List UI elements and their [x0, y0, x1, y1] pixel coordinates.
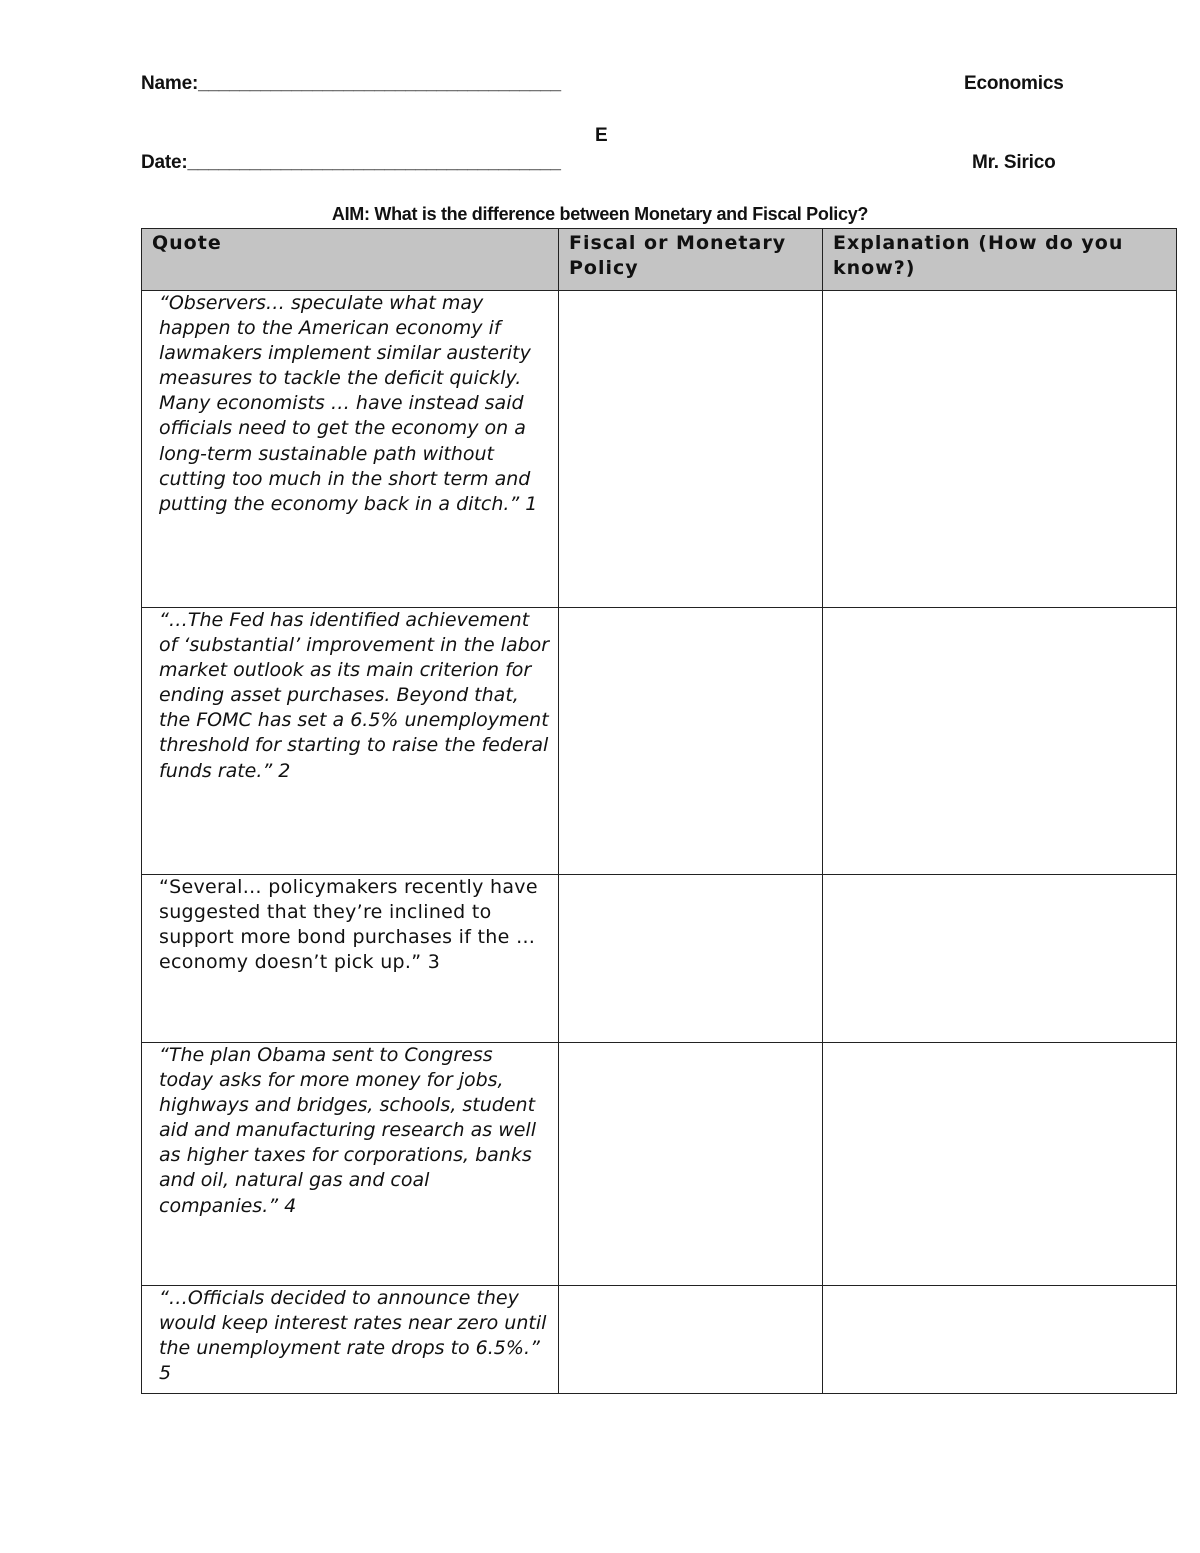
policy-answer-cell[interactable]: [559, 1286, 823, 1394]
table-header-row: [142, 229, 1177, 291]
quote-cell: “…The Fed has identified achievement of ‘substantial’ improvement in the labor market outlook as its main criterion for ending asset purchases. Beyond that, the FOMC has set a 6.5% unemployment threshold for starting to raise the federal funds rate.” 2: [142, 608, 559, 875]
date-field-line[interactable]: Date:____________________________________: [141, 152, 561, 173]
explanation-answer-cell[interactable]: [823, 608, 1177, 875]
stray-letter: E: [595, 125, 608, 146]
table-row: [142, 608, 1177, 875]
quote-cell: “…Officials decided to announce they would keep interest rates near zero until the unemployment rate drops to 6.5%.” 5: [142, 1286, 559, 1394]
name-field-line[interactable]: Name:___________________________________: [141, 73, 561, 94]
aim-heading: AIM: What is the difference between Monetary and Fiscal Policy?: [331, 204, 869, 224]
policy-answer-cell[interactable]: [559, 1043, 823, 1286]
explanation-answer-cell[interactable]: [823, 1043, 1177, 1286]
worksheet-table: [141, 228, 1177, 1394]
quote-cell: “Observers… speculate what may happen to the American economy if lawmakers implement similar austerity measures to tackle the deficit quickly. Many economists … have instead said officials need to get the economy on a long-term sustainable path without cutting too much in the short term and putting the economy back in a ditch.” 1: [142, 291, 559, 608]
policy-answer-cell[interactable]: [559, 875, 823, 1043]
course-title: Economics: [964, 73, 1064, 94]
table-row: [142, 1286, 1177, 1394]
table-row: [142, 1043, 1177, 1286]
column-header-policy: Fiscal or Monetary Policy: [559, 229, 823, 291]
explanation-answer-cell[interactable]: [823, 291, 1177, 608]
table-row: [142, 875, 1177, 1043]
column-header-explanation: Explanation (How do you know?): [823, 229, 1177, 291]
table-row: [142, 291, 1177, 608]
policy-answer-cell[interactable]: [559, 291, 823, 608]
explanation-answer-cell[interactable]: [823, 1286, 1177, 1394]
teacher-name: Mr. Sirico: [972, 152, 1056, 173]
quote-cell: “Several… policymakers recently have suggested that they’re inclined to support more bond purchases if the …economy doesn’t pick up.” 3: [142, 875, 559, 1043]
quote-cell: “The plan Obama sent to Congress today asks for more money for jobs, highways and bridges, schools, student aid and manufacturing research as well as higher taxes for corporations, banks and oil, natural gas and coal companies.” 4: [142, 1043, 559, 1286]
column-header-quote: Quote: [142, 229, 559, 291]
policy-answer-cell[interactable]: [559, 608, 823, 875]
explanation-answer-cell[interactable]: [823, 875, 1177, 1043]
